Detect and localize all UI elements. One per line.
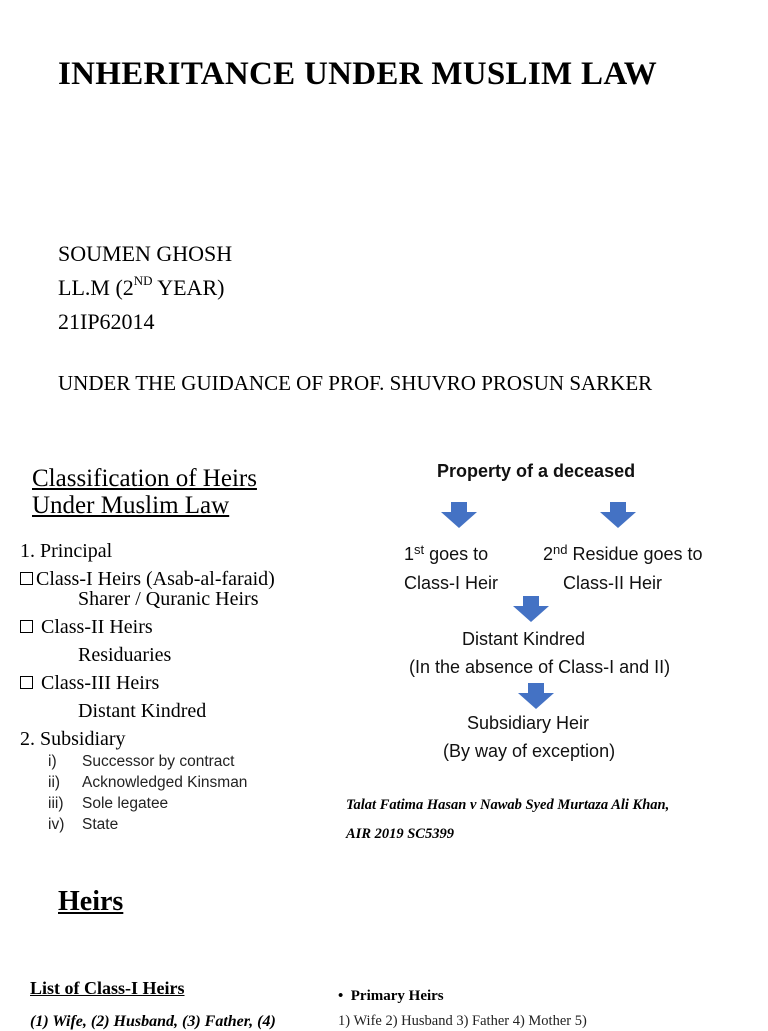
classification-title-line1: Classification of Heirs: [32, 465, 257, 492]
classification-slide: [0, 430, 768, 850]
checkbox-bullet-icon: [20, 676, 33, 689]
list-class1-sub: Sharer / Quranic Heirs: [78, 588, 259, 610]
sub-item-text: State: [82, 816, 119, 833]
bullet-icon: •: [338, 988, 351, 1004]
flow-left-text: goes to: [424, 544, 489, 564]
sub-item-num: ii): [48, 774, 61, 791]
guidance-line: UNDER THE GUIDANCE OF PROF. SHUVRO PROSUN SARKER: [58, 371, 653, 395]
degree-superscript: ND: [133, 273, 153, 288]
class1-list-title: List of Class-I Heirs: [30, 978, 185, 998]
flow-left-line2: Class-I Heir: [404, 573, 499, 593]
classification-title: [32, 465, 257, 519]
down-arrow-icon: [513, 596, 549, 622]
degree-line: [58, 275, 224, 301]
sub-item-num: iv): [48, 816, 65, 833]
class1-list-line: (1) Wife, (2) Husband, (3) Father, (4): [30, 1013, 276, 1030]
list-class1-label: Class-I Heirs (Asab-al-faraid): [36, 568, 275, 590]
list-class2-label: Class-II Heirs: [36, 616, 153, 638]
flow-distant-line1: Distant Kindred: [462, 629, 586, 649]
sub-item: [48, 816, 118, 834]
flow-distant-line2: (In the absence of Class-I and II): [409, 657, 671, 677]
list-class2: [20, 616, 153, 639]
flow-right-line1: [543, 544, 703, 565]
primary-heirs-line: 1) Wife 2) Husband 3) Father 4) Mother 5): [338, 1013, 587, 1029]
heirs-title: Heirs: [58, 886, 124, 917]
flow-right-sup: nd: [553, 542, 568, 557]
flow-right-line2: Class-II Heir: [563, 573, 663, 593]
sub-item-text: Sole legatee: [82, 795, 169, 812]
flow-left-num: 1: [404, 544, 415, 564]
sub-item: [48, 774, 247, 792]
roll-number: 21IP62014: [58, 309, 155, 334]
case-citation-line1: Talat Fatima Hasan v Nawab Syed Murtaza Ali Khan,: [346, 797, 670, 813]
presentation-title: INHERITANCE UNDER MUSLIM LAW: [58, 56, 658, 92]
checkbox-bullet-icon: [20, 572, 33, 585]
list-principal: 1. Principal: [20, 540, 113, 562]
list-class2-sub: Residuaries: [78, 644, 172, 666]
primary-heirs-title: [338, 988, 444, 1005]
down-arrow-icon: [600, 502, 636, 528]
sub-item: [48, 753, 234, 771]
flow-right-num: 2: [543, 544, 554, 564]
list-class3-sub: Distant Kindred: [78, 700, 207, 722]
down-arrow-icon: [518, 683, 554, 709]
title-slide: [0, 0, 768, 430]
flow-left-sup: st: [414, 542, 425, 557]
list-subsidiary: 2. Subsidiary: [20, 728, 126, 750]
sub-item: [48, 795, 168, 813]
sub-item-text: Successor by contract: [82, 753, 235, 770]
down-arrow-icon: [441, 502, 477, 528]
flow-left-line1: [404, 544, 488, 565]
author-name: SOUMEN GHOSH: [58, 241, 233, 266]
flow-subsidiary-line2: (By way of exception): [443, 741, 616, 761]
sub-item-num: i): [48, 753, 57, 770]
degree-prefix: LL.M (2: [58, 275, 134, 300]
flow-subsidiary-line1: Subsidiary Heir: [467, 713, 590, 733]
sub-item-text: Acknowledged Kinsman: [82, 774, 248, 791]
list-class3-label: Class-III Heirs: [36, 672, 160, 694]
primary-heirs-label: Primary Heirs: [350, 988, 444, 1004]
heirs-slide: [0, 850, 768, 1030]
sub-item-num: iii): [48, 795, 64, 812]
checkbox-bullet-icon: [20, 620, 33, 633]
list-class3: [20, 672, 159, 695]
flow-title: Property of a deceased: [437, 461, 636, 481]
flow-right-text: Residue goes to: [567, 544, 703, 564]
classification-title-line2: Under Muslim Law: [32, 492, 230, 519]
case-citation-line2: AIR 2019 SC5399: [346, 826, 454, 842]
degree-suffix: YEAR): [152, 275, 225, 300]
